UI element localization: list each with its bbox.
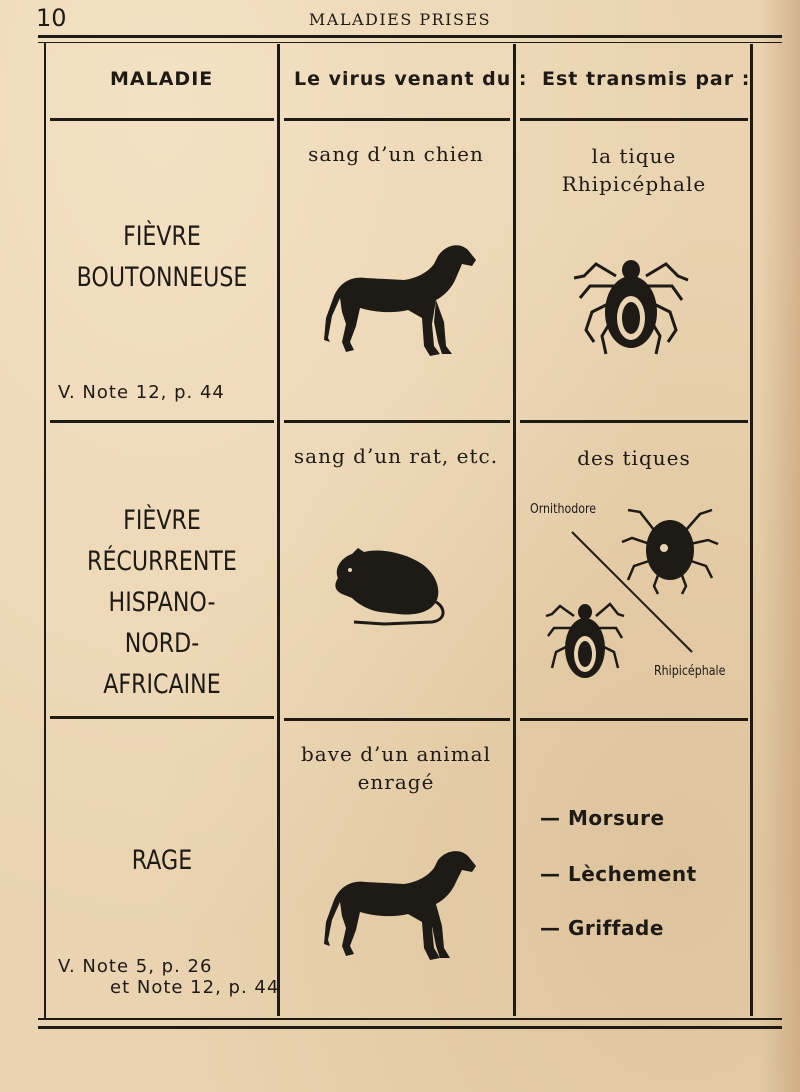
ornithodore-tick-icon [620, 500, 720, 595]
note-reference [58, 956, 279, 998]
dog-icon [320, 238, 490, 363]
right-border [750, 44, 753, 1016]
header-separator-c3 [520, 118, 748, 121]
rhipicephale-label: Rhipicéphale [654, 664, 726, 679]
header-maladie: MALADIE [110, 68, 214, 90]
virus-line: bave d’un animal [301, 742, 491, 766]
disease-line: BOUTONNEUSE [76, 262, 248, 293]
transmission-method: — Lèchement [540, 862, 697, 886]
dog-icon [314, 844, 484, 966]
ornithodore-label: Ornithodore [530, 502, 597, 517]
disease-line: HISPANO- [108, 587, 216, 618]
row1-separator-c3 [520, 420, 748, 423]
disease-name [69, 216, 256, 298]
note-reference: V. Note 12, p. 44 [58, 382, 225, 403]
rhipicephale-tick-icon [540, 594, 630, 686]
vector-line: Rhipicéphale [561, 172, 707, 196]
column-divider-1 [277, 44, 280, 1016]
top-rule-thin [38, 42, 782, 43]
disease-name [69, 500, 256, 705]
left-border [44, 42, 46, 1020]
bottom-rule-thick [38, 1026, 782, 1029]
tick-icon [566, 246, 696, 366]
transmission-method: — Morsure [540, 806, 665, 830]
transmission-method: — Griffade [540, 916, 664, 940]
row2-separator-c3 [520, 718, 748, 721]
rat-icon [324, 544, 454, 628]
vector-line: la tique [591, 144, 677, 168]
row2-separator-c2 [284, 718, 510, 721]
virus-source [282, 740, 510, 796]
header-separator [50, 118, 274, 121]
bottom-rule [38, 1018, 782, 1020]
row1-separator [50, 420, 274, 423]
column-divider-2 [513, 44, 516, 1016]
header-separator-c2 [284, 118, 510, 121]
header-virus: Le virus venant du : [294, 68, 528, 90]
row2-separator [50, 716, 274, 719]
row1-separator-c2 [284, 420, 510, 423]
virus-source: sang d’un chien [308, 142, 484, 166]
note-line: et Note 12, p. 44 [110, 977, 280, 998]
running-head: MALADIES PRISES [308, 10, 492, 29]
disease-line: NORD-AFRICAINE [103, 628, 221, 700]
virus-source: sang d’un rat, etc. [293, 444, 499, 468]
top-rule [38, 35, 782, 38]
page-number: 10 [36, 4, 67, 32]
virus-line: enragé [357, 770, 435, 794]
disease-line: FIÈVRE RÉCURRENTE [87, 505, 237, 577]
header-transmis: Est transmis par : [542, 68, 751, 90]
vector-name: des tiques [577, 446, 691, 470]
disease-line: FIÈVRE [123, 221, 201, 252]
disease-name: RAGE [131, 845, 193, 876]
vector-name [518, 142, 750, 198]
note-line: V. Note 5, p. 26 [58, 956, 213, 977]
